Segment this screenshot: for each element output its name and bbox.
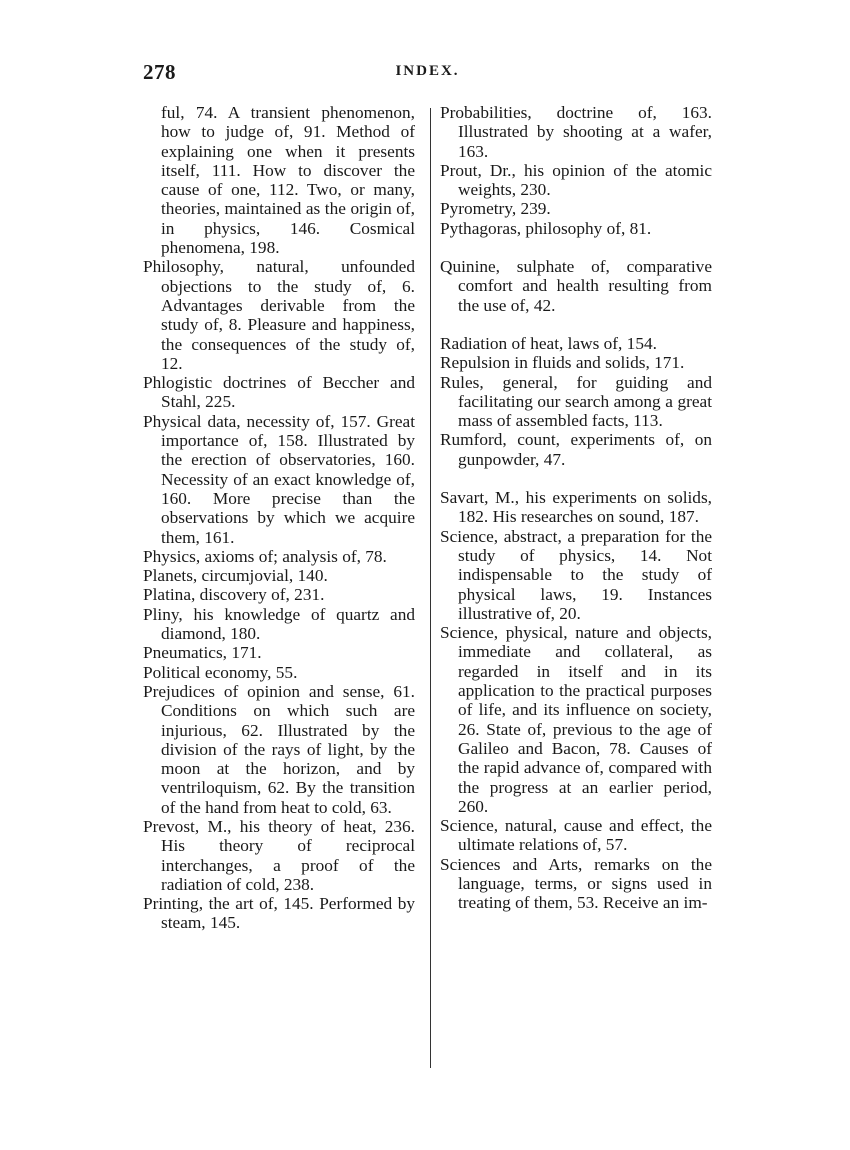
index-entry: Pneumatics, 171. (143, 643, 262, 663)
left-column (143, 103, 415, 933)
page-number: 278 (143, 60, 176, 84)
index-entry: Planets, circumjovial, 140. (143, 566, 328, 586)
column-divider (430, 108, 431, 1068)
index-entry: Rumford, count, experiments of, on gunpowder, 47. (440, 430, 712, 469)
index-entry: Science, natural, cause and effect, the ultimate relations of, 57. (440, 816, 712, 855)
index-entry: Political economy, 55. (143, 662, 298, 682)
index-entry: Radiation of heat, laws of, 154. (440, 333, 657, 353)
index-entry: Physical data, necessity of, 157. Great importance of, 158. Illustrated by the erection of observatories, 160. Necessity of an exact knowledge of, 160. More precise than the observations by which we acquire them, 161. (143, 411, 415, 547)
index-entry: Pyrometry, 239. (440, 199, 551, 219)
index-entry: Repulsion in fluids and solids, 171. (440, 353, 685, 373)
index-entry: Rules, general, for guiding and facilitating our search among a great mass of assembled facts, 113. (440, 372, 712, 431)
index-entry: Phlogistic doctrines of Beccher and Stahl, 225. (143, 373, 415, 412)
index-entry: Pliny, his knowledge of quartz and diamond, 180. (143, 604, 415, 644)
index-entry: Science, abstract, a preparation for the study of physics, 14. Not indispensable to the study of physical laws, 19. Instances illustrative of, 20. (440, 526, 712, 623)
index-entry: Prout, Dr., his opinion of the atomic weights, 230. (440, 160, 712, 200)
entry-gap (440, 238, 712, 257)
index-entry: Platina, discovery of, 231. (143, 585, 325, 605)
index-entry: Sciences and Arts, remarks on the language, terms, or signs used in treating of them, 53. Receive an im- (440, 854, 712, 913)
index-entry: Quinine, sulphate of, comparative comfort and health resulting from the use of, 42. (440, 257, 712, 315)
running-head: INDEX. (395, 63, 460, 79)
right-column (440, 103, 712, 913)
index-entry: Physics, axioms of; analysis of, 78. (143, 546, 387, 566)
entry-gap (440, 315, 712, 334)
index-entry: Science, physical, nature and objects, immediate and collateral, as regarded in itself and in its application to the practical purposes of life, and its influence on society, 26. State of, previous to the age of Galileo and Bacon, 78. Causes of the rapid advance of, compared with the progress at an earlier period, 260. (440, 623, 712, 816)
index-entry: Philosophy, natural, unfounded objections to the study of, 6. Advantages derivable from the study of, 8. Pleasure and happiness, the consequences of the study of, 12. (143, 257, 415, 373)
entry-gap (440, 469, 712, 488)
index-entry: Prejudices of opinion and sense, 61. Conditions on which such are injurious, 62. Illustrated by the division of the rays of light, by the moon at the horizon, and by ventriloquism, 62. By the transition of the hand from heat to cold, 63. (143, 681, 415, 817)
index-entry: Prevost, M., his theory of heat, 236. His theory of reciprocal interchanges, a proof of the radiation of cold, 238. (143, 816, 415, 894)
index-entry: Pythagoras, philosophy of, 81. (440, 218, 652, 238)
index-entry: Savart, M., his experiments on solids, 182. His researches on sound, 187. (440, 488, 712, 527)
index-entry: ful, 74. A transient phenomenon, how to judge of, 91. Method of explaining one when it presents itself, 111. How to discover the cause of one, 112. Two, or many, theories, maintained as the origin of, in physics, 146. Cosmical phenomena, 198. (161, 103, 415, 258)
index-entry: Printing, the art of, 145. Performed by steam, 145. (143, 894, 415, 933)
index-entry: Probabilities, doctrine of, 163. Illustrated by shooting at a wafer, 163. (440, 103, 712, 161)
